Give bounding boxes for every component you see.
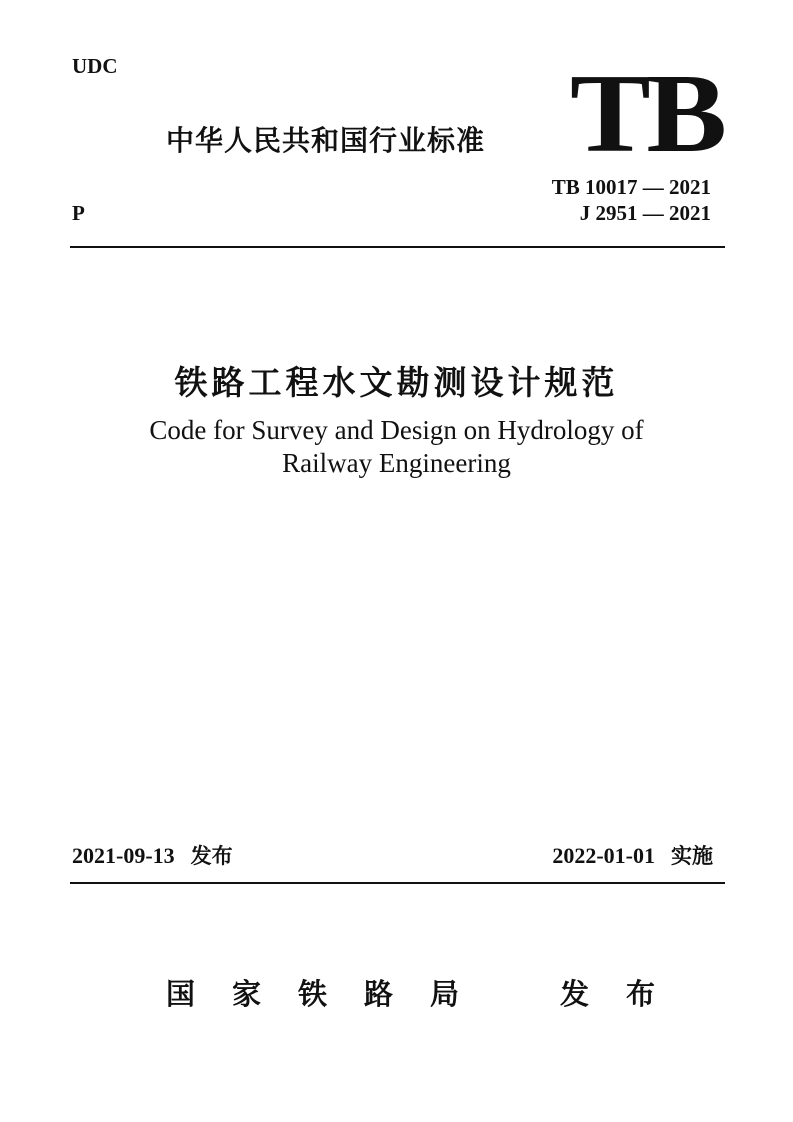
issue-date-block xyxy=(72,840,233,870)
category-code: P xyxy=(72,201,85,225)
tb-logo: TB xyxy=(570,52,723,176)
footer-divider xyxy=(70,882,725,884)
effective-date-block xyxy=(552,840,713,870)
title-english-line2: Railway Engineering xyxy=(282,448,511,478)
issue-date: 2021-09-13 xyxy=(72,843,175,868)
effective-date: 2022-01-01 xyxy=(552,843,655,868)
udc-label: UDC xyxy=(72,54,118,78)
issue-label: 发布 xyxy=(190,844,233,868)
record-number: J 2951 — 2021 xyxy=(579,201,711,225)
industry-standard-heading: 中华人民共和国行业标准 xyxy=(166,124,486,157)
header-divider xyxy=(70,246,725,248)
title-english-line1: Code for Survey and Design on Hydrology of xyxy=(149,415,644,445)
standard-number: TB 10017 — 2021 xyxy=(551,175,711,199)
issuing-organization: 国家铁路局 xyxy=(166,977,497,1011)
title-chinese: 铁路工程水文勘测设计规范 xyxy=(174,363,619,402)
effective-label: 实施 xyxy=(671,844,713,868)
issue-action: 发布 xyxy=(560,977,693,1011)
